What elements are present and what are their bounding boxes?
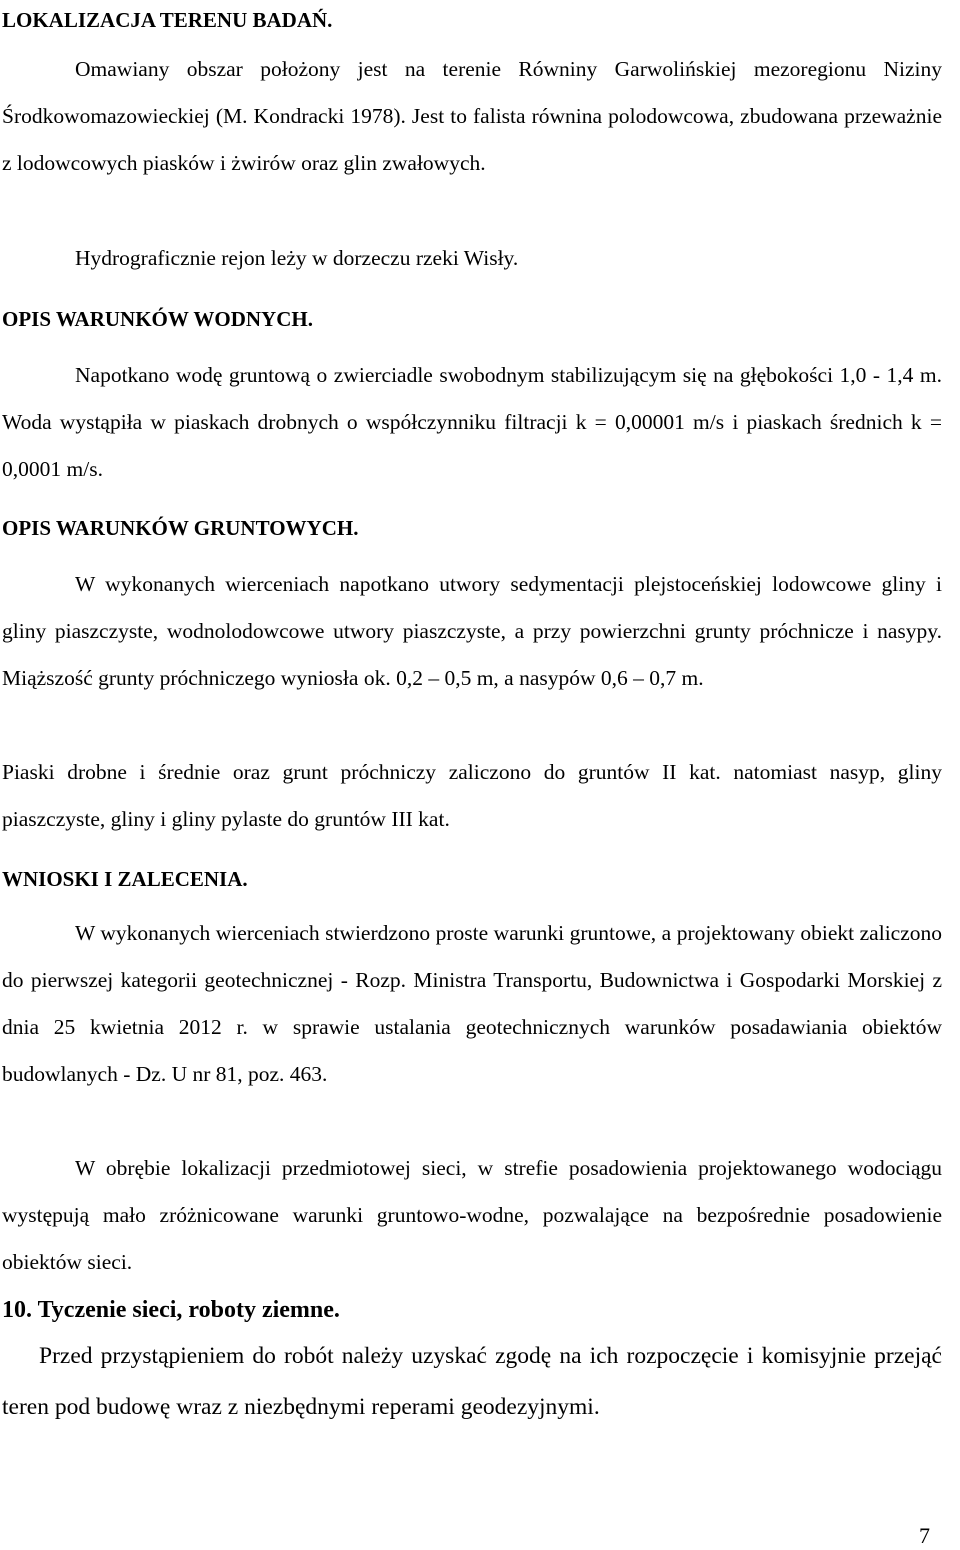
paragraph-warunki-wodne: Napotkano wodę gruntową o zwierciadle swobodnym stabilizującym się na głębokości 1,0 - 1,4 m. Woda wystąpiła w piaskach drobnych o współczynniku filtracji k = 0,00001 m/s i piaskach średnich k = 0,0001 m/s. [2,363,942,481]
paragraph-wnioski-2: W obrębie lokalizacji przedmiotowej sieci, w strefie posadowienia projektowanego wodociągu występują mało zróżnicowane warunki gruntowo-wodne, pozwalające na bezpośrednie posadowienie obiektów sieci. [2,1156,942,1274]
heading-warunki-gruntowe: OPIS WARUNKÓW GRUNTOWYCH. [2,516,359,540]
heading-warunki-wodne: OPIS WARUNKÓW WODNYCH. [2,307,313,331]
paragraph-tyczenie: Przed przystąpieniem do robót należy uzyskać zgodę na ich rozpoczęcie i komisyjnie przejąć teren pod budowę wraz z niezbędnymi reperami geodezyjnymi. [2,1343,942,1420]
page-number: 7 [919,1523,930,1548]
paragraph-warunki-gruntowe-2: Piaski drobne i średnie oraz grunt próchniczy zaliczono do gruntów II kat. natomiast nasyp, gliny piaszczyste, gliny i gliny pylaste do gruntów III kat. [2,760,942,831]
paragraph-warunki-gruntowe-1: W wykonanych wierceniach napotkano utwory sedymentacji plejstoceńskiej lodowcowe gliny i gliny piaszczyste, wodnolodowcowe utwory piaszczyste, a przy powierzchni grunty próchnicze i nasypy. Miąższość grunty próchniczego wyniosła ok. 0,2 – 0,5 m, a nasypów 0,6 – 0,7 m. [2,572,942,690]
paragraph-wnioski-1: W wykonanych wierceniach stwierdzono proste warunki gruntowe, a projektowany obiekt zaliczono do pierwszej kategorii geotechnicznej - Rozp. Ministra Transportu, Budownictwa i Gospodarki Morskiej z dnia 25 kwietnia 2012 r. w sprawie ustalania geotechnicznych warunków posadawiania obiektów budowlanych - Dz. U nr 81, poz. 463. [2,921,942,1086]
paragraph-lokalizacja-2: Hydrograficznie rejon leży w dorzeczu rzeki Wisły. [75,246,519,270]
heading-wnioski: WNIOSKI I ZALECENIA. [2,867,248,891]
paragraph-lokalizacja-1: Omawiany obszar położony jest na terenie Równiny Garwolińskiej mezoregionu Niziny Środkowomazowieckiej (M. Kondracki 1978). Jest to falista równina polodowcowa, zbudowana przeważnie z lodowcowych piasków i żwirów oraz glin zwałowych. [2,57,942,175]
section-title-tyczenie: 10. Tyczenie sieci, roboty ziemne. [2,1297,340,1323]
heading-lokalizacja: LOKALIZACJA TERENU BADAŃ. [2,8,333,32]
